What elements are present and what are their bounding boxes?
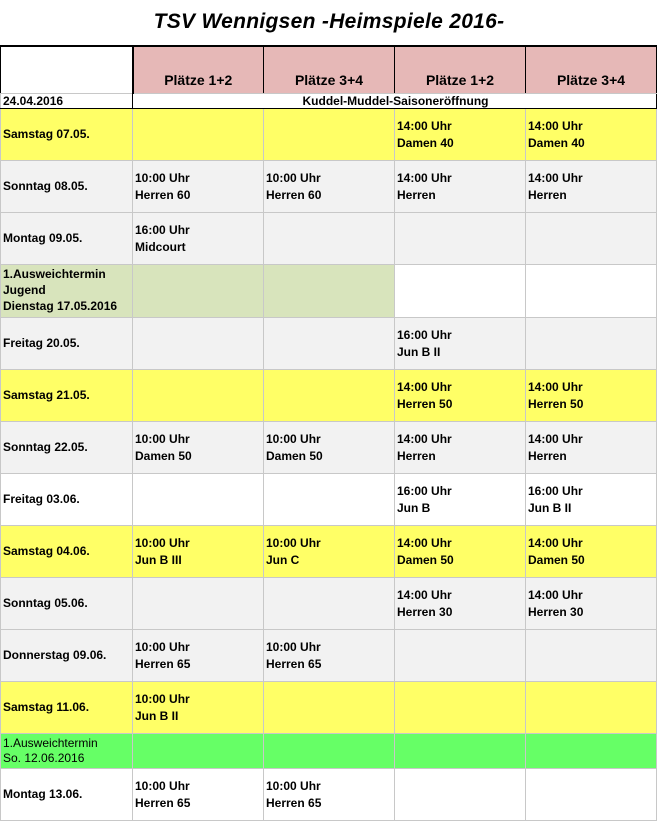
- slot-cell: [264, 109, 395, 161]
- slot-text: Jun B II: [135, 708, 179, 723]
- slot-cell: [395, 318, 526, 370]
- day-label: Dienstag 17.05.2016: [3, 299, 118, 313]
- slot-cell: [526, 370, 657, 422]
- slot-text: 14:00 Uhr: [397, 587, 452, 602]
- slot-cell: [133, 682, 264, 734]
- slot-text: Herren 65: [135, 656, 191, 671]
- slot-cell: [526, 318, 657, 370]
- slot-cell: [264, 682, 395, 734]
- slot-cell: [133, 474, 264, 526]
- slot-cell: [395, 474, 526, 526]
- slot-text: 16:00 Uhr: [528, 483, 583, 498]
- slot-text: 16:00 Uhr: [135, 222, 190, 237]
- slot-text: 14:00 Uhr: [528, 170, 583, 185]
- schedule-row: [1, 370, 657, 422]
- slot-text: 16:00 Uhr: [397, 327, 452, 342]
- slot-text: 14:00 Uhr: [397, 170, 452, 185]
- day-label: So. 12.06.2016: [3, 751, 85, 765]
- day-cell: [1, 109, 133, 161]
- slot-cell: [526, 630, 657, 682]
- day-cell: [1, 578, 133, 630]
- slot-text: Herren: [397, 448, 436, 463]
- day-label: Montag 13.06.: [3, 787, 83, 801]
- slot-cell: [395, 526, 526, 578]
- slot-text: 14:00 Uhr: [528, 379, 583, 394]
- slot-text: 14:00 Uhr: [397, 535, 452, 550]
- slot-cell: [395, 265, 526, 318]
- column-header: Plätze 3+4: [526, 46, 657, 94]
- slot-text: 10:00 Uhr: [266, 170, 321, 185]
- slot-cell: [526, 734, 657, 769]
- slot-cell: [526, 422, 657, 474]
- slot-text: Damen 50: [397, 552, 454, 567]
- slot-text: Damen 50: [135, 448, 192, 463]
- header-corner: [1, 46, 133, 94]
- page-title: TSV Wennigsen -Heimspiele 2016-: [153, 10, 505, 33]
- day-label: Samstag 04.06.: [3, 544, 90, 558]
- slot-cell: [526, 265, 657, 318]
- slot-cell: [133, 265, 264, 318]
- slot-cell: [264, 630, 395, 682]
- header-row: [1, 46, 657, 94]
- slot-text: 10:00 Uhr: [266, 535, 321, 550]
- day-label: Freitag 03.06.: [3, 492, 80, 506]
- slot-cell: [264, 734, 395, 769]
- slot-cell: [264, 526, 395, 578]
- slot-cell: [395, 370, 526, 422]
- day-label: Freitag 20.05.: [3, 336, 80, 350]
- slot-cell: [526, 109, 657, 161]
- slot-cell: [395, 734, 526, 769]
- slot-text: Herren 30: [397, 604, 453, 619]
- day-cell: [1, 161, 133, 213]
- slot-text: Damen 50: [266, 448, 323, 463]
- slot-text: 14:00 Uhr: [528, 587, 583, 602]
- schedule-row: [1, 213, 657, 265]
- slot-cell: [133, 318, 264, 370]
- slot-text: Damen 50: [528, 552, 585, 567]
- slot-cell: [395, 630, 526, 682]
- slot-text: Jun B III: [135, 552, 182, 567]
- slot-cell: [133, 769, 264, 821]
- slot-text: 14:00 Uhr: [397, 431, 452, 446]
- slot-text: Herren: [528, 187, 567, 202]
- day-label: Montag 09.05.: [3, 231, 83, 245]
- schedule-row: [1, 265, 657, 318]
- day-cell: [1, 682, 133, 734]
- slot-text: 10:00 Uhr: [266, 431, 321, 446]
- day-cell: [1, 370, 133, 422]
- schedule-row: [1, 422, 657, 474]
- schedule-row: [1, 769, 657, 821]
- slot-text: Herren 30: [528, 604, 584, 619]
- slot-cell: [526, 578, 657, 630]
- day-label: Samstag 11.06.: [3, 700, 90, 714]
- slot-text: 10:00 Uhr: [135, 431, 190, 446]
- day-cell: [1, 734, 133, 769]
- slot-text: Jun B: [397, 500, 431, 515]
- slot-text: Jun C: [266, 552, 300, 567]
- day-cell: [1, 213, 133, 265]
- schedule-row: [1, 682, 657, 734]
- slot-cell: [133, 422, 264, 474]
- slot-cell: [395, 109, 526, 161]
- day-label: Sonntag 08.05.: [3, 179, 88, 193]
- slot-text: Herren 50: [528, 396, 584, 411]
- day-cell: [1, 526, 133, 578]
- day-label: Jugend: [3, 283, 46, 297]
- day-cell: [1, 630, 133, 682]
- schedule-row: [1, 734, 657, 769]
- slot-cell: [264, 213, 395, 265]
- slot-cell: [133, 109, 264, 161]
- schedule-table: [0, 45, 657, 821]
- schedule-row: [1, 578, 657, 630]
- slot-cell: [526, 474, 657, 526]
- slot-cell: [133, 370, 264, 422]
- special-event: Kuddel-Muddel-Saisoneröffnung: [133, 94, 657, 109]
- slot-cell: [133, 578, 264, 630]
- slot-text: Herren 50: [397, 396, 453, 411]
- day-label: Donnerstag 09.06.: [3, 648, 107, 662]
- day-label: Samstag 21.05.: [3, 388, 90, 402]
- slot-cell: [264, 422, 395, 474]
- day-cell: [1, 474, 133, 526]
- column-header: Plätze 1+2: [395, 46, 526, 94]
- slot-text: 14:00 Uhr: [528, 431, 583, 446]
- schedule-row: [1, 526, 657, 578]
- slot-text: Damen 40: [528, 135, 585, 150]
- day-cell: [1, 318, 133, 370]
- slot-cell: [133, 213, 264, 265]
- slot-cell: [133, 734, 264, 769]
- slot-text: Herren 60: [135, 187, 191, 202]
- slot-text: 10:00 Uhr: [266, 639, 321, 654]
- day-cell: [1, 422, 133, 474]
- schedule-row: [1, 474, 657, 526]
- slot-text: 14:00 Uhr: [528, 535, 583, 550]
- slot-text: Jun B II: [528, 500, 572, 515]
- slot-cell: [526, 769, 657, 821]
- slot-text: 10:00 Uhr: [135, 535, 190, 550]
- slot-text: Herren 65: [266, 656, 322, 671]
- slot-text: Herren 65: [135, 795, 191, 810]
- slot-cell: [264, 578, 395, 630]
- slot-text: 14:00 Uhr: [528, 118, 583, 133]
- slot-cell: [395, 769, 526, 821]
- day-label: Sonntag 22.05.: [3, 440, 88, 454]
- slot-cell: [264, 318, 395, 370]
- slot-text: 16:00 Uhr: [397, 483, 452, 498]
- slot-cell: [526, 526, 657, 578]
- day-label: Samstag 07.05.: [3, 127, 90, 141]
- slot-cell: [133, 526, 264, 578]
- slot-cell: [395, 682, 526, 734]
- day-cell: [1, 265, 133, 318]
- slot-cell: [133, 161, 264, 213]
- special-event-row: [1, 94, 657, 109]
- slot-cell: [526, 682, 657, 734]
- slot-cell: [526, 213, 657, 265]
- slot-cell: [395, 161, 526, 213]
- slot-cell: [264, 474, 395, 526]
- day-label: 1.Ausweichtermin: [3, 736, 98, 750]
- day-cell: [1, 769, 133, 821]
- column-header: Plätze 3+4: [264, 46, 395, 94]
- slot-text: Herren: [397, 187, 436, 202]
- schedule-row: [1, 630, 657, 682]
- special-date: 24.04.2016: [1, 94, 133, 109]
- slot-cell: [526, 161, 657, 213]
- slot-text: Midcourt: [135, 239, 186, 254]
- day-label: Sonntag 05.06.: [3, 596, 88, 610]
- slot-text: 10:00 Uhr: [135, 691, 190, 706]
- slot-text: 14:00 Uhr: [397, 379, 452, 394]
- day-label: 1.Ausweichtermin: [3, 267, 106, 281]
- slot-cell: [264, 161, 395, 213]
- slot-cell: [264, 769, 395, 821]
- slot-text: 10:00 Uhr: [135, 778, 190, 793]
- slot-text: Herren: [528, 448, 567, 463]
- slot-text: 10:00 Uhr: [135, 170, 190, 185]
- column-header: Plätze 1+2: [133, 46, 264, 94]
- slot-text: 10:00 Uhr: [266, 778, 321, 793]
- schedule-row: [1, 161, 657, 213]
- schedule-row: [1, 318, 657, 370]
- slot-cell: [395, 578, 526, 630]
- slot-cell: [395, 422, 526, 474]
- schedule-row: [1, 109, 657, 161]
- slot-text: Herren 60: [266, 187, 322, 202]
- slot-cell: [395, 213, 526, 265]
- slot-text: Damen 40: [397, 135, 454, 150]
- slot-text: 14:00 Uhr: [397, 118, 452, 133]
- slot-cell: [133, 630, 264, 682]
- slot-text: Herren 65: [266, 795, 322, 810]
- slot-cell: [264, 370, 395, 422]
- slot-text: Jun B II: [397, 344, 441, 359]
- slot-cell: [264, 265, 395, 318]
- slot-text: 10:00 Uhr: [135, 639, 190, 654]
